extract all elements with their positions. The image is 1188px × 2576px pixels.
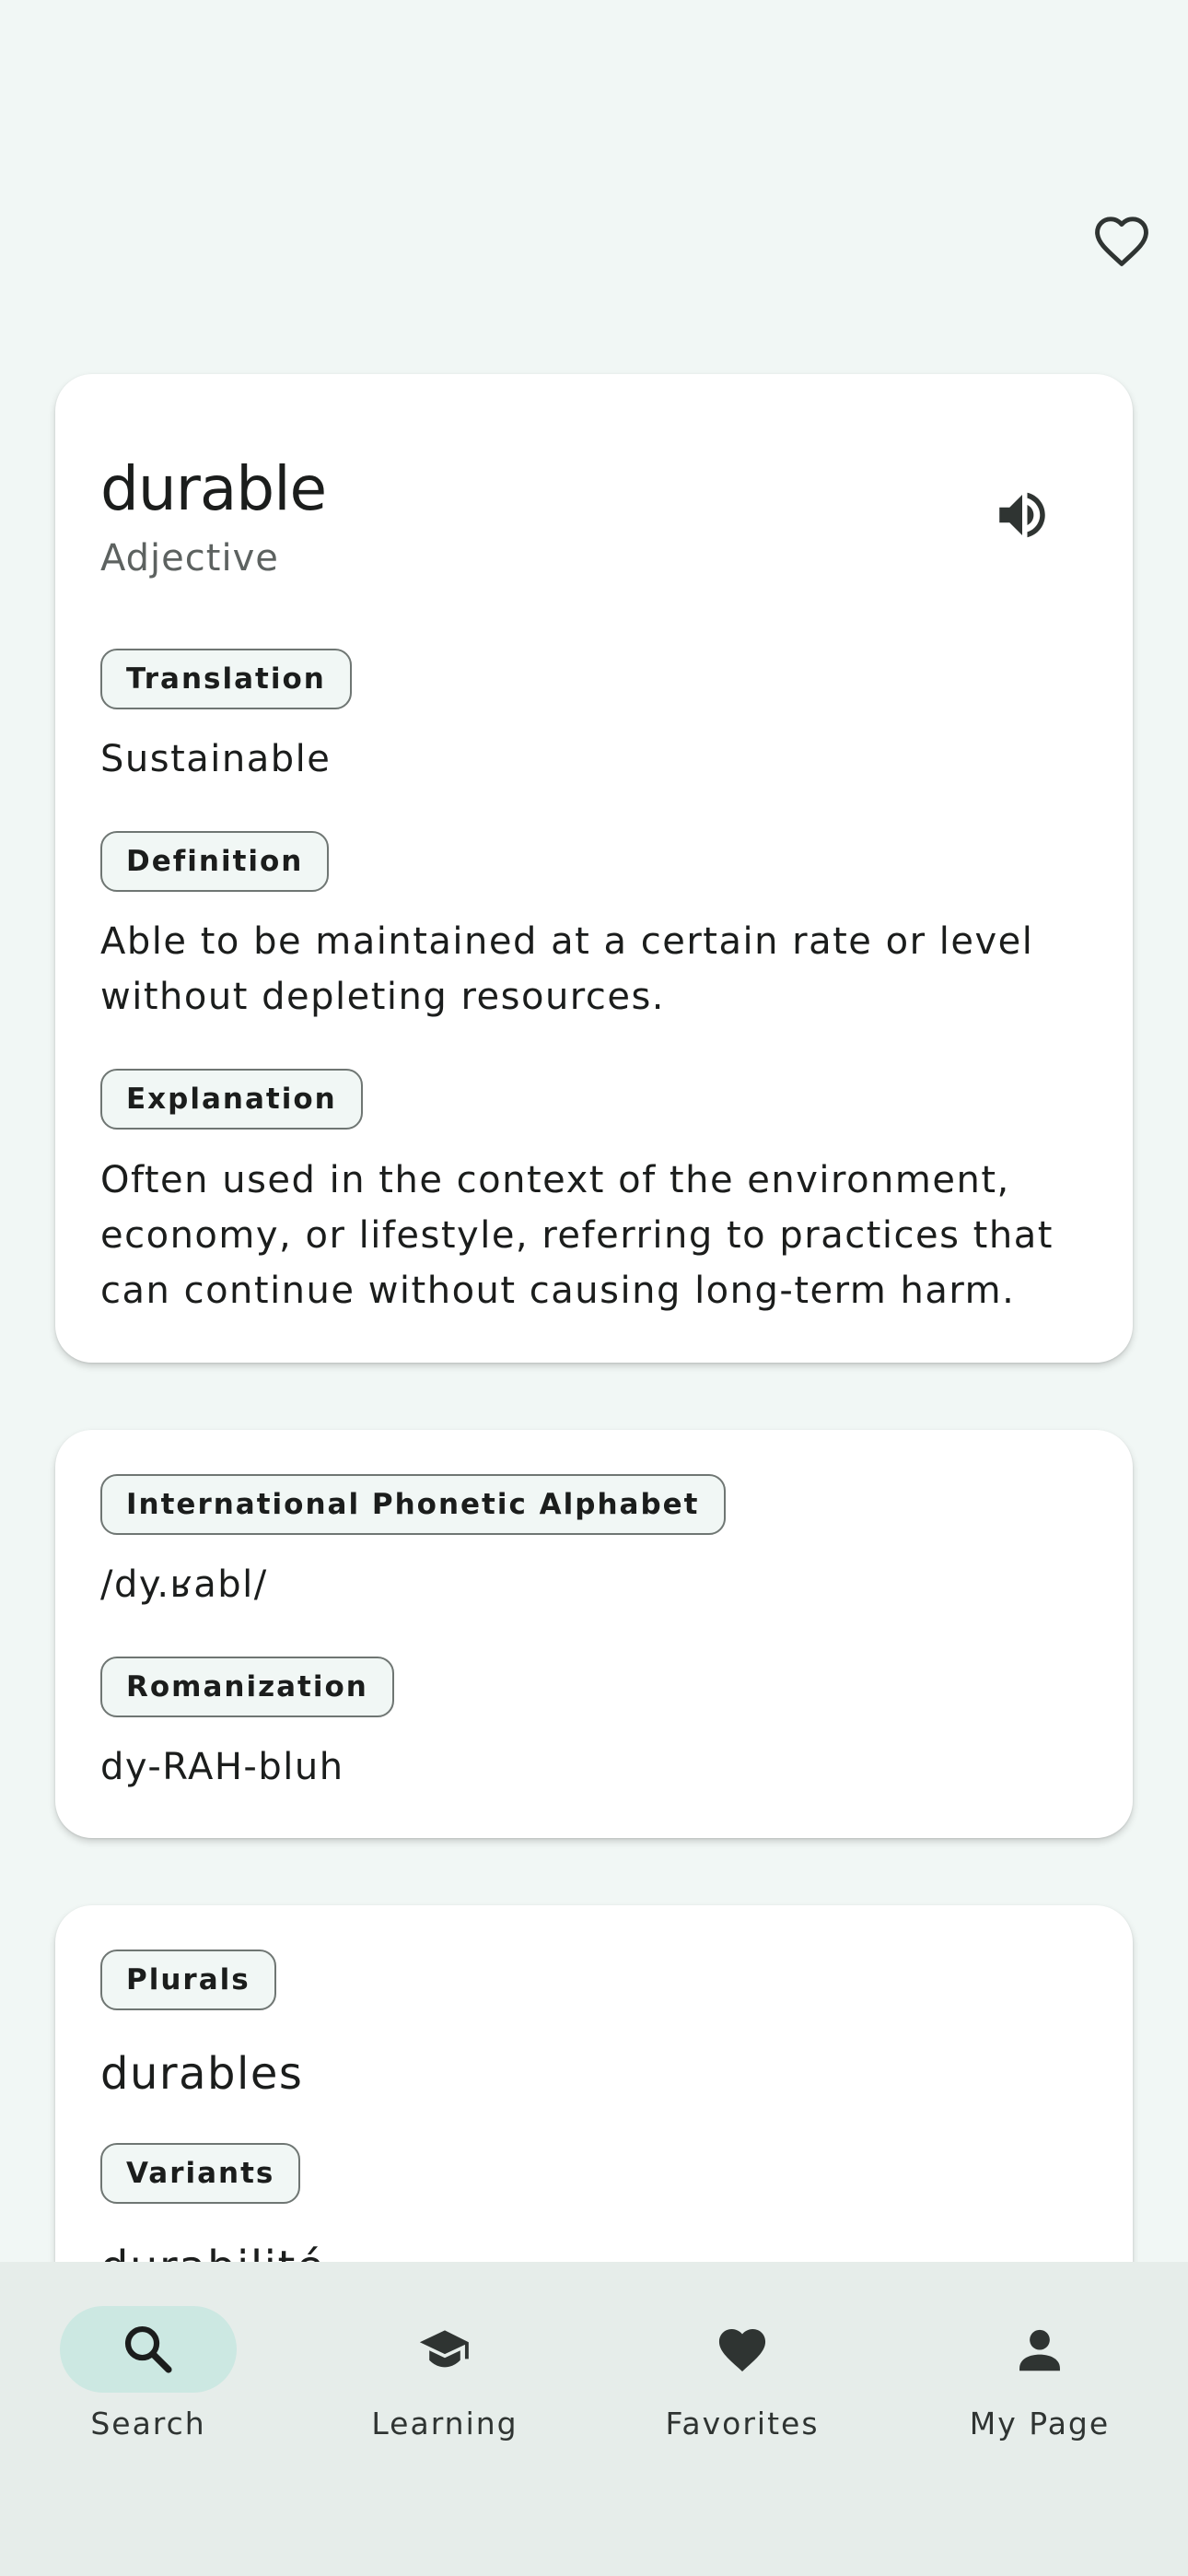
bottom-navigation-bar [0, 2262, 1188, 2576]
nav-item-search[interactable] [0, 2306, 297, 2444]
plurals-chip: Plurals [100, 1950, 276, 2010]
definition-chip: Definition [100, 831, 329, 892]
explanation-chip: Explanation [100, 1069, 363, 1130]
explanation-value: Often used in the context of the environment, economy, or lifestyle, referring to practices that can continue without causing long-term harm. [100, 1159, 1054, 1312]
part-of-speech: Adjective [100, 537, 279, 580]
speaker-icon [992, 485, 1053, 545]
play-audio-button[interactable] [981, 474, 1064, 556]
nav-item-my-page[interactable] [891, 2306, 1188, 2444]
nav-label-search: Search [90, 2406, 206, 2441]
definition-value: Able to be maintained at a certain rate or level without depleting resources. [100, 920, 1034, 1018]
search-icon [120, 2321, 177, 2378]
heart-icon [714, 2321, 771, 2378]
plurals-value: durables [100, 2048, 304, 2100]
romanization-value: dy-RAH-bluh [100, 1746, 344, 1788]
nav-item-favorites[interactable] [594, 2306, 891, 2444]
person-icon [1011, 2321, 1068, 2378]
nav-label-learning: Learning [371, 2406, 518, 2441]
variants-chip: Variants [100, 2143, 300, 2204]
word-title: durable [100, 453, 327, 524]
nav-label-favorites: Favorites [665, 2406, 820, 2441]
romanization-chip: Romanization [100, 1657, 394, 1717]
ipa-chip: International Phonetic Alphabet [100, 1474, 726, 1535]
favorite-toggle-button[interactable] [1087, 208, 1157, 273]
translation-chip: Translation [100, 649, 352, 709]
nav-item-learning[interactable] [297, 2306, 593, 2444]
word-meaning-card [55, 374, 1133, 1363]
nav-active-indicator [60, 2306, 237, 2393]
nav-label-my-page: My Page [969, 2406, 1111, 2441]
graduation-cap-icon [416, 2321, 473, 2378]
pronunciation-card [55, 1430, 1133, 1838]
ipa-value: /dy.ʁabl/ [100, 1563, 268, 1606]
translation-value: Sustainable [100, 738, 332, 780]
heart-outline-icon [1091, 213, 1152, 268]
